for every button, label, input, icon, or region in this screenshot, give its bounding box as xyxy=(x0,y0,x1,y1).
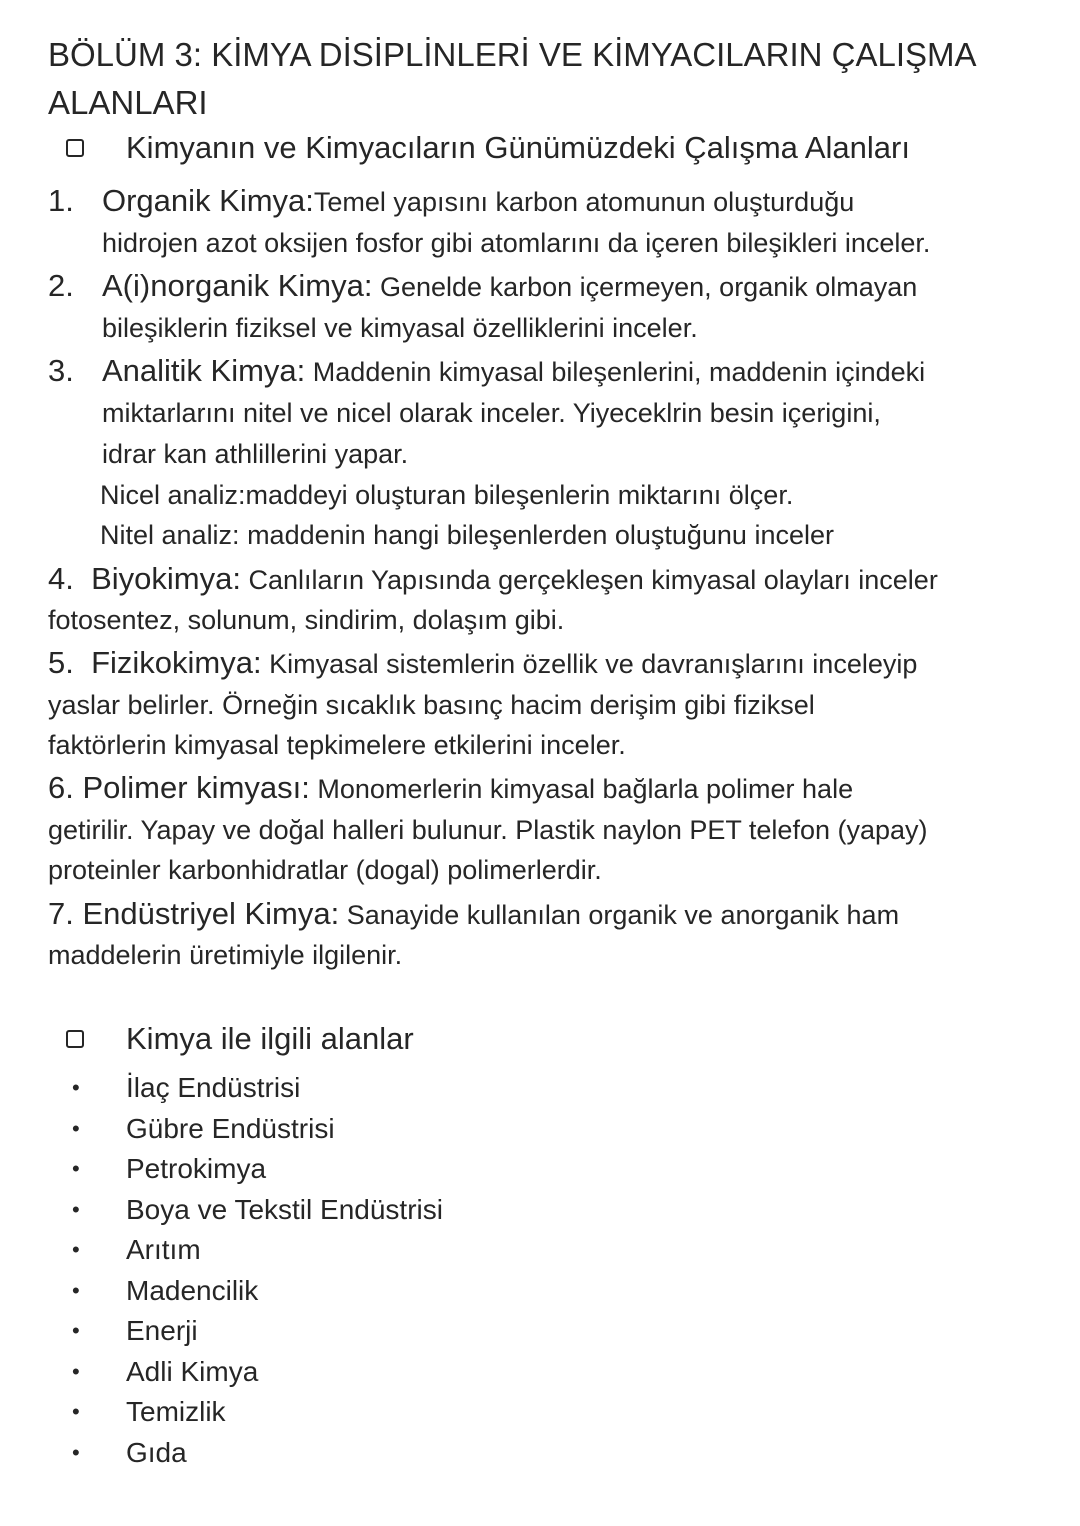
item-3-name: Analitik Kimya: xyxy=(102,353,306,388)
bullet-icon: • xyxy=(72,1197,80,1222)
item-6-text: Monomerlerin kimyasal bağlarla polimer hale xyxy=(309,774,854,804)
item-3-line-3: idrar kan athlillerini yapar. xyxy=(102,439,409,469)
item-2-text: Genelde karbon içermeyen, organik olmayan xyxy=(372,272,918,302)
item-7-number: 7. xyxy=(48,896,74,931)
list-item: Boya ve Tekstil Endüstrisi xyxy=(126,1194,443,1225)
checkbox-icon xyxy=(66,1030,84,1048)
list-item: Gıda xyxy=(126,1437,187,1468)
item-3-line-2: miktarlarını nitel ve nicel olarak inceler. Yiyeceklrin besin içerigini, xyxy=(102,398,881,428)
bullet-icon: • xyxy=(72,1440,80,1465)
list-item: Adli Kimya xyxy=(126,1356,259,1387)
item-3-line-4: Nicel analiz:maddeyi oluşturan bileşenlerin miktarını ölçer. xyxy=(100,480,794,510)
section-2-heading: Kimya ile ilgili alanlar xyxy=(126,1021,414,1056)
list-item: Arıtım xyxy=(126,1234,201,1265)
item-5-number: 5. xyxy=(48,645,74,680)
item-7-text: Sanayide kullanılan organik ve anorganik ham xyxy=(339,900,900,930)
item-7-line-1 xyxy=(48,894,899,940)
item-4-text: Canlıların Yapısında gerçekleşen kimyasal olayları inceler xyxy=(240,565,938,595)
item-4-line-2: fotosentez, solunum, sindirim, dolaşım gibi. xyxy=(48,605,565,635)
item-1-line-1 xyxy=(102,181,854,227)
bullet-icon: • xyxy=(72,1399,80,1424)
item-4-number: 4. xyxy=(48,561,74,596)
page-title-line-2: ALANLARI xyxy=(48,84,208,121)
item-6-line-1 xyxy=(48,768,853,814)
item-3-number: 3. xyxy=(48,353,74,388)
item-7-name: Endüstriyel Kimya: xyxy=(82,896,340,931)
list-item: Gübre Endüstrisi xyxy=(126,1113,335,1144)
item-5-text: Kimyasal sistemlerin özellik ve davranışlarını inceleyip xyxy=(261,649,918,679)
item-5-name: Fizikokimya: xyxy=(91,645,262,680)
bullet-icon: • xyxy=(72,1359,80,1384)
item-6-line-3: proteinler karbonhidratlar (dogal) polimerlerdir. xyxy=(48,855,602,885)
item-1-number: 1. xyxy=(48,183,74,218)
bullet-icon: • xyxy=(72,1318,80,1343)
list-item: Madencilik xyxy=(126,1275,259,1306)
bullet-icon: • xyxy=(72,1237,80,1262)
item-3-text: Maddenin kimyasal bileşenlerini, maddenin içindeki xyxy=(305,357,926,387)
item-5-line-3: faktörlerin kimyasal tepkimelere etkilerini inceler. xyxy=(48,730,626,760)
checkbox-icon xyxy=(66,139,84,157)
list-item: İlaç Endüstrisi xyxy=(126,1072,301,1103)
item-4-name: Biyokimya: xyxy=(91,561,241,596)
item-3-line-1 xyxy=(102,351,925,397)
item-1-name: Organik Kimya: xyxy=(102,183,314,218)
bullet-icon: • xyxy=(72,1156,80,1181)
item-2-line-1 xyxy=(102,266,917,312)
list-item: Petrokimya xyxy=(126,1153,267,1184)
list-item: Enerji xyxy=(126,1315,198,1346)
item-7-line-2: maddelerin üretimiyle ilgilenir. xyxy=(48,940,403,970)
section-1-heading: Kimyanın ve Kimyacıların Günümüzdeki Çalışma Alanları xyxy=(126,130,910,165)
item-6-name: Polimer kimyası: xyxy=(82,770,310,805)
item-5-line-2: yaslar belirler. Örneğin sıcaklık basınç hacim derişim gibi fiziksel xyxy=(48,690,815,720)
item-5-line-1 xyxy=(48,643,917,689)
bullet-icon: • xyxy=(72,1075,80,1100)
item-4-line-1 xyxy=(48,559,938,605)
item-3-line-5: Nitel analiz: maddenin hangi bileşenlerden oluştuğunu inceler xyxy=(100,520,834,550)
item-2-line-2: bileşiklerin fiziksel ve kimyasal özelliklerini inceler. xyxy=(102,313,698,343)
item-1-line-2: hidrojen azot oksijen fosfor gibi atomlarını da içeren bileşikleri inceler. xyxy=(102,228,931,258)
item-2-name: A(i)norganik Kimya: xyxy=(102,268,373,303)
list-item: Temizlik xyxy=(126,1396,226,1427)
item-6-number: 6. xyxy=(48,770,74,805)
item-2-number: 2. xyxy=(48,268,74,303)
page-title-line-1: BÖLÜM 3: KİMYA DİSİPLİNLERİ VE KİMYACILARIN ÇALIŞMA xyxy=(48,36,977,73)
item-1-text: Temel yapısını karbon atomunun oluşturduğu xyxy=(313,187,855,217)
item-6-line-2: getirilir. Yapay ve doğal halleri bulunur. Plastik naylon PET telefon (yapay) xyxy=(48,815,928,845)
bullet-icon: • xyxy=(72,1116,80,1141)
bullet-icon: • xyxy=(72,1278,80,1303)
